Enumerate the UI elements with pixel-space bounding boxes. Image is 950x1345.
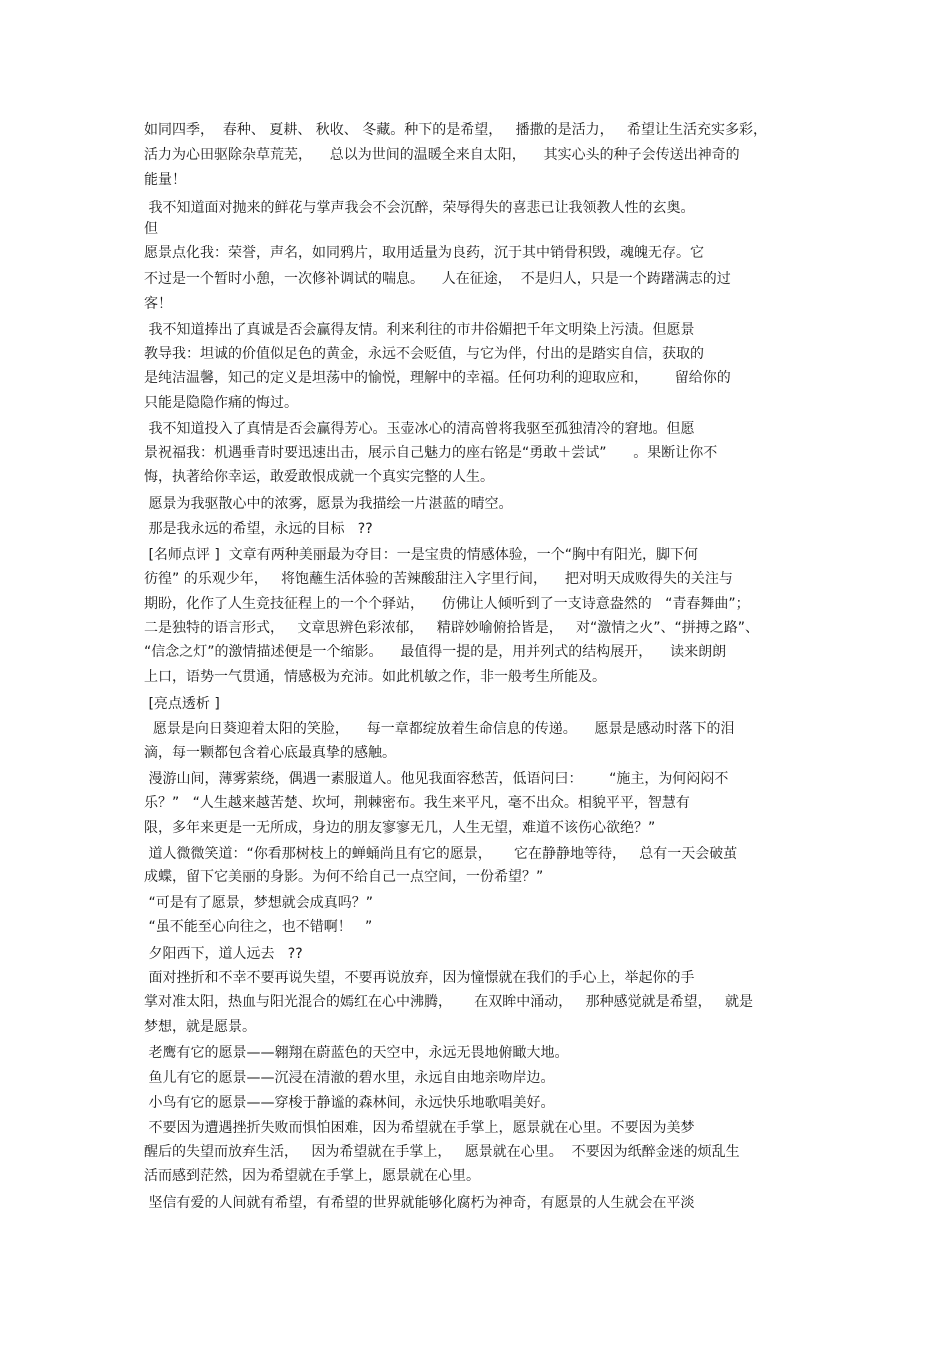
text-line: 是纯洁温馨，知己的定义是坦荡中的愉悦，理解中的幸福。任何功利的迎取应和， 留给你的: [144, 370, 731, 386]
text-line: 限，多年来更是一无所成，身边的朋友寥寥无几，人生无望，难道不该伤心欲绝？”: [144, 820, 656, 836]
text-line: [名师点评 ] 文章有两种美丽最为夺目：一是宝贵的情感体验，一个“胸中有阳光，脚下何: [144, 547, 698, 563]
text-line: 乐？” “人生越来越苦楚、坎坷，荆棘密布。我生来平凡，毫不出众。相貌平平，智慧有: [144, 795, 690, 811]
text-line: 小鸟有它的愿景——穿梭于静谧的森林间，永远快乐地歌唱美好。: [144, 1095, 555, 1111]
text-line: 如同四季， 春种、 夏耕、 秋收、 冬藏。种下的是希望， 播撒的是活力， 希望让生活充实多彩，: [144, 122, 767, 138]
text-line: 道人微微笑道：“你看那树枝上的蝉蛹尚且有它的愿景， 它在静静地等待， 总有一天会破茧: [144, 846, 738, 862]
text-line: 成蝶，留下它美丽的身影。为何不给自己一点空间，一份希望？”: [144, 869, 544, 885]
text-line: 期盼，化作了人生竞技征程上的一个个驿站， 仿佛让人倾听到了一支诗意盎然的 “青春舞曲”；: [144, 596, 750, 612]
text-line: 愿景为我驱散心中的浓雾，愿景为我描绘一片湛蓝的晴空。: [144, 496, 513, 512]
text-line: 客！: [144, 296, 172, 312]
text-line: 悔，执著给你幸运，敢爱敢恨成就一个真实完整的人生。: [144, 469, 494, 485]
text-line: “可是有了愿景，梦想就会成真吗？”: [144, 895, 373, 911]
text-line: 老鹰有它的愿景——翱翔在蔚蓝色的天空中，永远无畏地俯瞰大地。: [144, 1045, 569, 1061]
text-line: 醒后的失望而放弃生活， 因为希望就在手掌上， 愿景就在心里。 不要因为纸醉金迷的烦乱生: [144, 1144, 740, 1160]
text-line: 坚信有爱的人间就有希望，有希望的世界就能够化腐朽为神奇，有愿景的人生就会在平淡: [144, 1195, 695, 1211]
text-line: 不要因为遭遇挫折失败而惧怕困难，因为希望就在手掌上，愿景就在心里。不要因为美梦: [144, 1120, 695, 1136]
text-line: 鱼儿有它的愿景——沉浸在清澈的碧水里，永远自由地亲吻岸边。: [144, 1070, 555, 1086]
text-line: “信念之灯”的激情描述便是一个缩影。 最值得一提的是，用并列式的结构展开， 读来朗朗: [144, 644, 727, 660]
text-line: 掌对准太阳，热血与阳光混合的嫣红在心中沸腾， 在双眸中涌动， 那种感觉就是希望， 就是: [144, 994, 753, 1010]
text-line: 夕阳西下，道人远去 ??: [144, 946, 303, 962]
text-line: 滴，每一颗都包含着心底最真挚的感触。: [144, 745, 396, 761]
text-line: 二是独特的语言形式， 文章思辨色彩浓郁， 精辟妙喻俯拾皆是， 对“激情之火”、“拼搏之路”、: [144, 620, 760, 636]
text-line: 只能是隐隐作痛的悔过。: [144, 395, 298, 411]
text-line: [亮点透析 ]: [144, 696, 220, 712]
text-line: 我不知道捧出了真诚是否会赢得友情。利来利往的市井俗媚把千年文明染上污渍。但愿景: [144, 322, 695, 338]
text-line: 那是我永远的希望，永远的目标 ??: [144, 521, 373, 537]
text-line: 但: [144, 221, 158, 237]
text-line: 愿景点化我：荣誉，声名，如同鸦片，取用适量为良药，沉于其中销骨积毁，魂魄无存。它: [144, 245, 704, 261]
text-line: “虽不能至心向往之，也不错啊！ ”: [144, 919, 373, 935]
text-line: 漫游山间，薄雾萦绕，偶遇一素服道人。他见我面容愁苦，低语问曰： “施主，为何闷闷不: [144, 771, 729, 787]
text-line: 能量！: [144, 172, 186, 188]
text-line: 愿景是向日葵迎着太阳的笑脸， 每一章都绽放着生命信息的传递。 愿景是感动时落下的泪: [144, 721, 735, 737]
text-line: 面对挫折和不幸不要再说失望，不要再说放弃，因为憧憬就在我们的手心上，举起你的手: [144, 970, 695, 986]
text-line: 我不知道投入了真情是否会赢得芳心。玉壶冰心的清高曾将我驱至孤独清冷的窘地。但愿: [144, 421, 695, 437]
text-line: 活力为心田驱除杂草荒芜， 总以为世间的温暖全来自太阳， 其实心头的种子会传送出神奇的: [144, 147, 740, 163]
text-line: 景祝福我：机遇垂青时要迅速出击，展示自己魅力的座右铭是“勇敢＋尝试” 。果断让你不: [144, 445, 718, 461]
text-line: 我不知道面对抛来的鲜花与掌声我会不会沉醉，荣辱得失的喜悲已让我领教人性的玄奥。: [144, 200, 695, 216]
text-line: 彷徨” 的乐观少年， 将饱蘸生活体验的苦辣酸甜注入字里行间， 把对明天成败得失的关注与: [144, 571, 733, 587]
text-line: 教导我：坦诚的价值似足色的黄金，永远不会贬值，与它为伴，付出的是踏实自信，获取的: [144, 346, 704, 362]
text-line: 上口，语势一气贯通，情感极为充沛。如此机敏之作，非一般考生所能及。: [144, 669, 606, 685]
text-line: 梦想，就是愿景。: [144, 1019, 256, 1035]
text-line: 活而感到茫然，因为希望就在手掌上，愿景就在心里。: [144, 1168, 480, 1184]
text-line: 不过是一个暂时小憩，一次修补调试的喘息。 人在征途， 不是归人，只是一个踌躇满志的过: [144, 271, 731, 287]
